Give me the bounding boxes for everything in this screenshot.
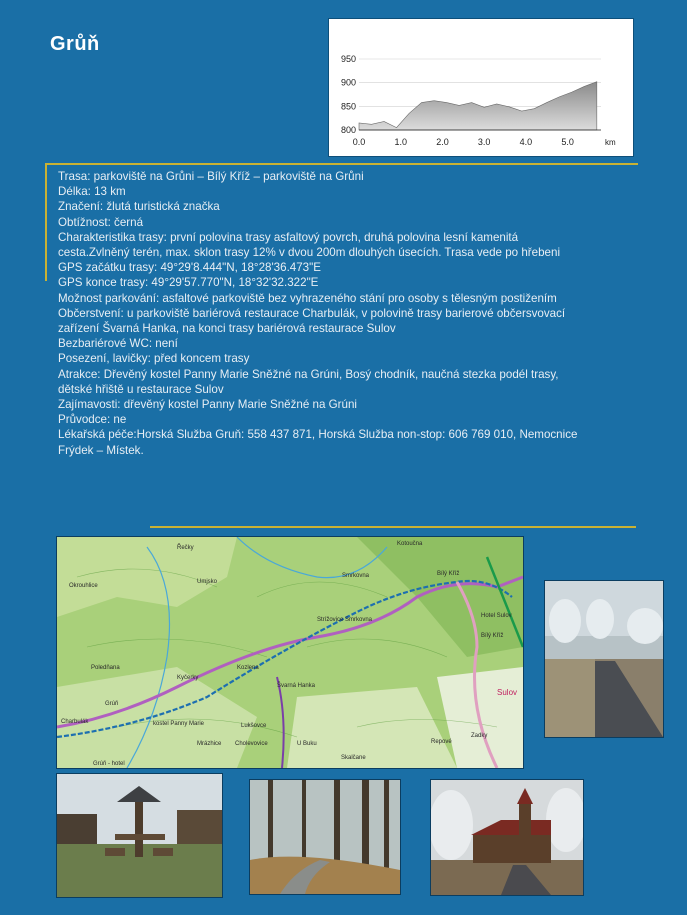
map-label: Skalčane bbox=[341, 755, 366, 761]
map-label: Repové bbox=[431, 739, 452, 745]
route-charakteristika-2: cesta.Zvlněný terén, max. sklon trasy 12% v dvou 200m dlouhých úsecích. Trasa vede po hřebeni bbox=[58, 246, 561, 260]
map-label: Švarná Hanka bbox=[277, 683, 316, 689]
map-label: Řečky bbox=[177, 545, 194, 551]
x-unit-label: km bbox=[605, 138, 616, 147]
map-label: Grúň - hotel bbox=[93, 761, 125, 767]
elevation-profile-chart bbox=[329, 19, 633, 156]
map-label: Strížovice bbox=[317, 617, 344, 623]
map-label: Umjsko bbox=[197, 579, 218, 585]
map-label: Cholevovice bbox=[235, 741, 268, 747]
y-tick-label: 800 bbox=[340, 125, 356, 135]
map-label: Bílý Kříž bbox=[437, 571, 460, 577]
route-guide: Průvodce: ne bbox=[58, 413, 127, 427]
x-tick-label: 0.0 bbox=[352, 137, 366, 147]
route-benches: Posezení, lavičky: před koncem trasy bbox=[58, 352, 250, 366]
map-label: Kozlena bbox=[237, 665, 259, 671]
map-label: Lukšovce bbox=[241, 723, 267, 729]
divider-left bbox=[45, 163, 47, 281]
route-gps-end: GPS konce trasy: 49°29'57.770"N, 18°32'32.322"E bbox=[58, 276, 319, 290]
map-label: Smrkovna bbox=[345, 617, 373, 623]
map-label: kostel Panny Marie bbox=[153, 721, 205, 727]
x-tick-label: 5.0 bbox=[561, 137, 574, 147]
divider-bottom bbox=[150, 526, 636, 528]
y-tick-label: 850 bbox=[340, 101, 356, 112]
page-title: Grůň bbox=[50, 33, 100, 55]
map-label: Kotoučna bbox=[397, 541, 423, 547]
elevation-profile-svg bbox=[329, 19, 633, 156]
road-photo bbox=[544, 580, 664, 738]
map-label: Bílý Kříž bbox=[481, 633, 504, 639]
map-label: Sulov bbox=[497, 688, 518, 697]
y-tick-label: 950 bbox=[340, 54, 356, 64]
route-gps-start: GPS začátku trasy: 49°29'8.444"N, 18°28'36.473"E bbox=[58, 261, 321, 275]
route-map-svg bbox=[57, 537, 523, 768]
x-tick-label: 3.0 bbox=[477, 137, 491, 147]
map-label: Zadky bbox=[471, 733, 488, 739]
elevation-area bbox=[359, 82, 597, 130]
map-label: Charbulák bbox=[61, 719, 89, 725]
map-label: Kyčerky bbox=[177, 675, 199, 681]
church-photo bbox=[430, 779, 584, 896]
route-refreshment-1: Občerstvení: u parkoviště bariérová restaurace Charbulák, v polovině trasy barierové občersvovací bbox=[58, 306, 566, 320]
picnic-photo bbox=[56, 773, 223, 898]
route-info bbox=[58, 169, 638, 458]
route-attractions-2: dětské hřiště u restaurace Sulov bbox=[58, 382, 224, 396]
route-trasa: Trasa: parkoviště na Grůni – Bílý Kříž – parkoviště na Grůni bbox=[58, 170, 364, 183]
divider-top bbox=[45, 163, 638, 165]
map-label: Mrázhice bbox=[197, 741, 222, 747]
map-label: Okrouhlice bbox=[69, 583, 98, 589]
x-tick-label: 4.0 bbox=[519, 137, 533, 147]
route-parking: Možnost parkování: asfaltové parkoviště bez vyhrazeného stání pro osoby s tělesným postižením bbox=[58, 291, 557, 305]
route-sights: Zajímavosti: dřevěný kostel Panny Marie Sněžné na Grúni bbox=[58, 398, 358, 412]
route-charakteristika-1: Charakteristika trasy: první polovina trasy asfaltový povrch, druhá polovina lesní kamenitá bbox=[58, 230, 519, 244]
route-attractions-1: Atrakce: Dřevěný kostel Panny Marie Sněžné na Grúni, Bosý chodník, naučná stezka podél trasy, bbox=[58, 367, 559, 381]
route-obtiznost: Obtížnost: černá bbox=[58, 215, 144, 229]
map-label: Grúň bbox=[105, 701, 119, 707]
route-medical-1: Lékařská péče:Horská Služba Gruň: 558 437 871, Horská Služba non-stop: 606 769 010, Nemocnice bbox=[58, 428, 578, 442]
map-label: Smrkovna bbox=[342, 573, 370, 579]
map-label: Poledňana bbox=[91, 665, 120, 671]
route-map bbox=[56, 536, 524, 769]
x-tick-label: 1.0 bbox=[394, 137, 407, 147]
map-label: Hotel Sulov bbox=[481, 613, 512, 619]
y-tick-label: 900 bbox=[340, 77, 356, 88]
x-tick-label: 2.0 bbox=[436, 137, 449, 147]
route-delka: Délka: 13 km bbox=[58, 185, 126, 199]
route-medical-2: Frýdek – Místek. bbox=[58, 443, 144, 457]
map-label: U Buku bbox=[297, 741, 317, 747]
forest-photo bbox=[249, 779, 401, 895]
route-wc: Bezbariérové WC: není bbox=[58, 337, 178, 351]
route-znaceni: Značení: žlutá turistická značka bbox=[58, 200, 220, 214]
route-refreshment-2: zařízení Švarná Hanka, na konci trasy bariérová restaurace Sulov bbox=[58, 322, 396, 336]
